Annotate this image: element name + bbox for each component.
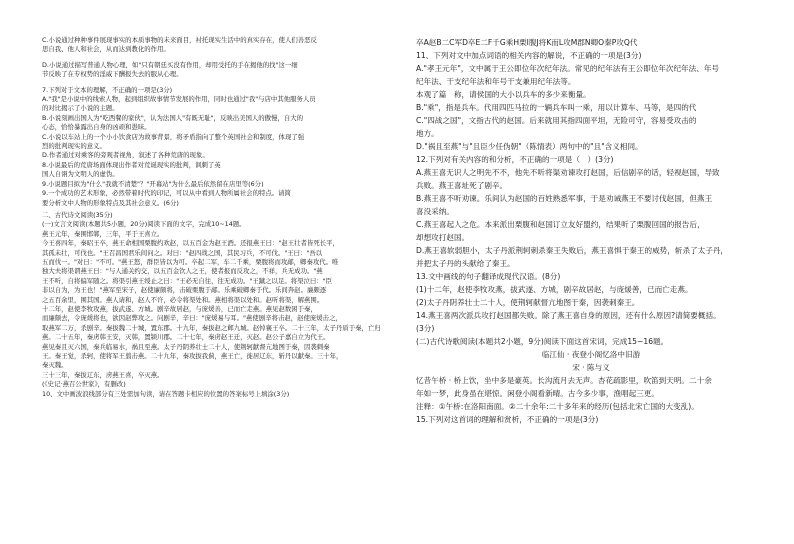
option-block-top — [42, 36, 402, 80]
poem-block — [416, 374, 766, 426]
question-line: 并把太子丹的头献给了秦王。 — [416, 259, 515, 268]
questions-11-14-block — [416, 36, 766, 348]
passage-line: (一)文言文阅读(本题共5小题，20分)阅读下面的文字，完成10~14题。 — [42, 220, 246, 229]
question-line: 8.小说最后的荒唐场面体现出作者对荒诞现实的批判，讽刺了英 — [42, 160, 221, 169]
question-line: A."我"是小说中的线索人物，起到组织故事情节发展的作用，同时也通过"我"与店中其他服务人员 — [42, 95, 316, 104]
question-line: 14.燕王喜两次派兵攻打赵国都失败。除了燕王喜自身的原因，还有什么原因?请简要概括。 — [416, 311, 721, 320]
question-line: (1)十二年，赵使李牧攻燕，拔武遂、方城，剧辛故居赵，与庞煖善，已而亡走燕。 — [416, 285, 693, 294]
poem-line: 15.下列对这首词的理解和赏析，不正确的一项是(3分) — [416, 415, 599, 424]
question-line: D.燕王喜软弱胆小，太子丹派荆轲刺杀秦王失败后，燕王喜惧于秦王的威势，斩杀了太子丹， — [416, 246, 729, 255]
passage-line: (《史记·燕召公世家》，有删改) — [42, 380, 126, 389]
question-line: 要分析文中人物的形象特点及其社会意义。(6分) — [42, 198, 179, 207]
question-line: 地方。 — [416, 129, 439, 138]
question-line: D.作者通过对乘客的旁观者视角，叙述了各种荒唐的现象。 — [42, 151, 209, 160]
poem-line: 忆昔午桥 · 桥上饮，坐中多是豪英。长沟流月去无声。杏花疏影里，吹笛到天明。二十余 — [416, 376, 712, 385]
poem-title: 临江仙 · 夜登小阁忆洛中旧游 — [541, 350, 641, 359]
poem-author: 宋 · 陈与义 — [572, 363, 610, 372]
passage-line: 取燕军二万，杀剧辛。秦拔魏二十城，置东郡。十九年，秦拔赵之邺九城。赵悼襄王卒。二十三年，太子丹质于秦，亡归 — [42, 323, 381, 332]
passage-line: 燕。二十五年，秦虏韩王安，灭韩，置颍川郡。二十七年，秦虏赵王迁，灭赵。赵公子嘉自立为代王。 — [42, 333, 330, 342]
passage-line: 10、文中画波浪线部分有三处需加句读，请在答题卡相应的位置的答案标号上填涂(3分) — [42, 389, 290, 398]
question-line: D."祸且至燕"与"且臣少任伪朝"（陈情表）两句中的"且"含义相同。 — [416, 142, 643, 151]
question-line: 11、下列对文中加点词语的相关内容的解说，不正确的一项是(3分) — [416, 51, 642, 60]
question-line: 兵败。燕王喜址死了剧辛。 — [416, 181, 508, 190]
passage-line: 王不听，自将偏军随之。将渠引燕王绶止之曰："王必无自往，往无成功。"王蹴之以足。将渠泣曰："臣 — [42, 276, 333, 285]
question-line: B.燕王喜不听劝谏。乐间认为赵国的百姓熟悉军事，于是劝诫燕王不要讨伐赵国，但燕王 — [416, 194, 713, 203]
question-line: (2)太子丹阴养壮士二十人，使荆轲献督亢地图于秦，因袭刺秦王。 — [416, 298, 640, 307]
question-line: (3分) — [416, 324, 435, 333]
question-7-block — [42, 86, 402, 208]
passage-line: 十二年，赵使李牧攻燕，拔武遂、方城。剧辛故居赵，与庞煖善，已而亡走燕。燕见赵数困于秦， — [42, 304, 317, 313]
passage-line: 王。秦王觉，杀轲，使将军王翦击燕。二十九年，秦攻拔我蓟，燕王亡，徙居辽东，斩丹以献秦。三十年， — [42, 352, 343, 360]
passage-line: 二、古代诗文阅读(35分) — [42, 210, 113, 219]
question-line: 本观了篇 称，请侯国的大小以兵车的多少来衡量。 — [416, 90, 591, 99]
question-line: 喜没采纳。 — [416, 207, 454, 216]
question-line: C.燕王喜起人之危。本来派出栗腹和赵国订立友好盟约，结果听了栗腹回国的报告后， — [416, 220, 705, 229]
passage-line: 燕王元年，秦围邯郸，三年，平于王喜立。 — [42, 229, 164, 238]
question-line: 9.一个成功的艺术形象，必然带着时代的印记，可以从中看到人物所属社会的特点。请简 — [42, 189, 291, 198]
text-line: C.小说通过种种事件展现事实的本质事物的未来面目，衬托现实生活中的真实存在，使人们善恶反 — [42, 36, 317, 44]
question-line: A.燕王喜无识人之明先不不，他先不听将渠劝谏攻打赵国，后信剧辛的话，轻视赵国，导致 — [416, 168, 720, 177]
passage-line: 之五百余里，围其国。燕人请和，赵人不许，必令将渠处和。燕相将渠以处和。赵听将渠，解燕围。 — [42, 295, 324, 304]
question-line: 卒A赵B二C军D卒E二F千G乘H栗I腹J将K而L攻M郡N卿O秦P攻Q代 — [416, 38, 638, 47]
question-line: C."四战之国"，文指古代的赵国。后来就用其指四面平坦，无险可守，容易受攻击的 — [416, 116, 697, 125]
question-line: 却想攻打赵国。 — [416, 233, 470, 242]
left-column — [42, 36, 402, 399]
poem-line: 注释：①午桥:在洛阳南面。②二十余年:二十多年来的经历(包括北宋亡国的大变乱)。 — [416, 402, 699, 411]
text-line: 节反映了在专权势的淫威下酬报失去的服从心理。 — [42, 70, 183, 79]
classical-text-block — [42, 211, 402, 399]
passage-line: 三十三年，秦拔辽东，虏燕王喜，卒灭燕。 — [42, 370, 164, 379]
passage-line: 独大夫将渠谓燕王曰："与人通关约交，以五百金饮人之王，使者报而反攻之，不祥，兵无成功。"燕 — [42, 267, 323, 276]
question-line: 心态，恰恰暴露出自身的凶顽和愚昧。 — [42, 123, 151, 132]
question-line: C.小说以车站上的一个小小饮食店为故事背景，将矛盾指向了整个英国社会和制度，体现了强 — [42, 132, 305, 141]
question-line: 的对比揭示了小说的主题。 — [42, 104, 119, 113]
question-line: 12.下列对有关内容的和分析，不正确的一项是（ ）(3分) — [416, 155, 614, 164]
passage-line: 非以自为，为王也！"燕军至宋子，赵使廉颇将，击破栗腹于鄗。乐乘破卿秦于代。乐间奔赵。廉颇逐 — [42, 286, 327, 295]
passage-line: 而廉颇去，令庞煖将也，欲因赵弊攻之。问剧辛，辛曰："庞煖易与耳。"燕使剧辛将击赵，赵使庞煖击之， — [42, 314, 342, 323]
question-line: 烈的批判现实的意义。 — [42, 142, 106, 151]
passage-line: 其孤未壮，可伐也。"王召昌国君乐间问之。对曰："赵四战之国，其民习兵，不可伐。"王曰："吾以 — [42, 248, 323, 257]
passage-line: 燕见秦且灭六国，秦兵临易水，祸且至燕。太子丹阴养壮士二十人，使荆轲献督亢地图于秦，因袭刺秦 — [42, 342, 330, 351]
question-line: A."孝王元年"，文中属于王公即位年次纪年法。常见的纪年法有王公即位年次纪年法、年号 — [416, 64, 720, 73]
question-line: 纪年法、干支纪年法和年号干支兼用纪年法等。 — [416, 77, 576, 86]
question-line: B.小说刻画出国人为"吃西餐的家伙"，认为法国人"有既无耻"，反映出美国人的傲慢，自大的 — [42, 113, 304, 122]
question-line: 13.文中画线的句子翻译成现代汉语。(8分) — [416, 272, 561, 281]
passage-line: 五而伐一。"对曰："不可。"燕王怒，群臣皆以为可。卒起二军，车二千乘，栗腹将而攻鄗，卿秦攻代。唯 — [42, 257, 339, 266]
text-line: D.小说通过描写普通人物心理，如"只有朝廷买没有作用，却用受托的手在揭他的找"这一细 — [42, 60, 298, 69]
text-line: 思自我、他人和社会，从而达到教化的作用。 — [42, 45, 170, 54]
poem-line: 年如一梦，此身虽在堪惊。闲登小阁看新晴。古今多少事，渔唱起三更。 — [416, 389, 659, 398]
question-line: (二)古代诗歌阅读(本题共2小题，9分)阅读下面这首宋词，完成15~16题。 — [416, 337, 669, 346]
right-column — [416, 36, 766, 426]
passage-line: 今王喜四年，秦昭王卒，燕王命相国栗腹约欢赵，以五百金为赵王酒。还报燕王曰："赵王壮者皆死长平， — [42, 239, 339, 248]
question-line: B."乘"，指是兵车。代用四匹马拉的一辆兵车叫一乘，用以计算车、马等，是四的代 — [416, 103, 697, 112]
question-line: 9.小说题目拟为"什么"我就不清楚"？"开幕站"为什么最后依然留在店里等(6分) — [42, 179, 264, 188]
question-line: 7.下列对于文本的理解，不正确的一项是(3分) — [42, 85, 173, 94]
question-line: 国人自诩为文明人的虚伪。 — [42, 170, 119, 179]
passage-line: 秦灭魏。 — [42, 361, 68, 370]
